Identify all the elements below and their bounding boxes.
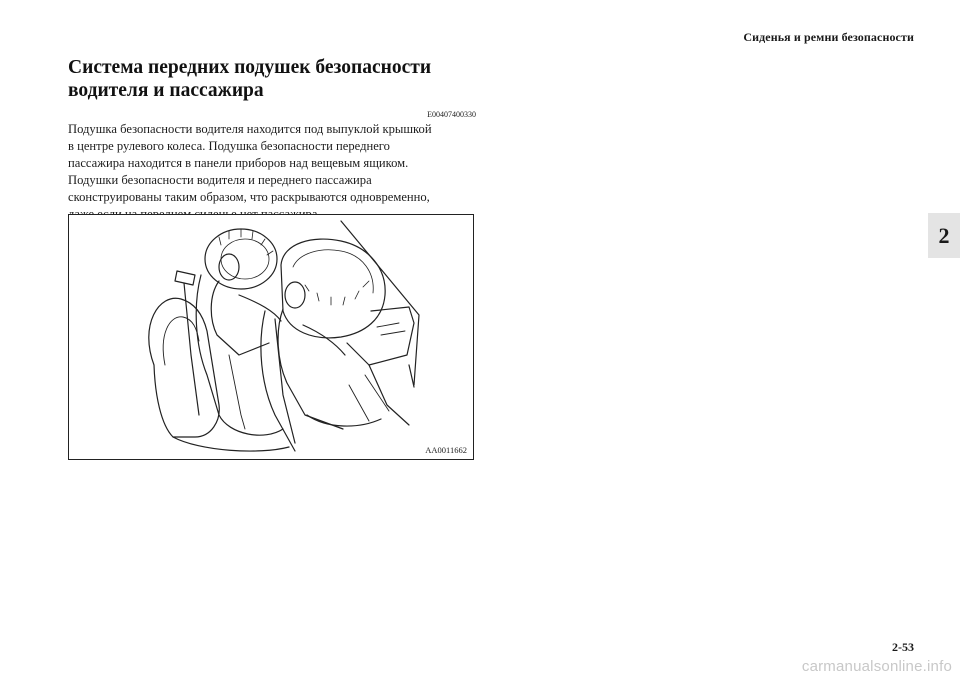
- body-line-5: сконструированы таким образом, что раскрываются одновременно,: [68, 190, 430, 204]
- section-content: [68, 56, 476, 223]
- body-line-1: Подушка безопасности водителя находится под выпуклой крышкой: [68, 122, 432, 136]
- rear-seat-cushion: [173, 437, 289, 451]
- rear-seat-contour: [163, 317, 199, 365]
- passenger-airbag-inner: [293, 250, 373, 293]
- figure-code: AA0011662: [425, 445, 467, 455]
- section-body: [68, 121, 476, 223]
- passenger-seat-cushion: [307, 415, 381, 426]
- passenger-head: [285, 282, 305, 308]
- driver-airbag: [205, 229, 277, 289]
- running-header: Сиденья и ремни безопасности: [743, 30, 914, 44]
- floor-lines: [349, 375, 389, 421]
- passenger-arm: [303, 325, 345, 355]
- belt-anchor: [175, 271, 195, 285]
- rear-seat-back: [149, 298, 219, 437]
- driver-airbag-seams: [219, 229, 273, 255]
- dashboard-vent: [377, 323, 405, 335]
- body-line-3: пассажира находится в панели приборов над вещевым ящиком.: [68, 156, 409, 170]
- passenger-torso: [278, 309, 343, 429]
- body-line-2: в центре рулевого колеса. Подушка безопасности переднего: [68, 139, 390, 153]
- windshield-line: [341, 221, 419, 385]
- section-code: E00407400330: [427, 110, 476, 119]
- page-number: 2-53: [892, 640, 914, 654]
- watermark[interactable]: carmanualsonline.info: [801, 658, 952, 675]
- section-title-line-1: Система передних подушек безопасности: [68, 57, 432, 78]
- airbag-illustration: [68, 214, 474, 460]
- passenger-airbag-seams: [305, 281, 369, 305]
- driver-head: [219, 254, 239, 280]
- driver-airbag-inner: [221, 239, 269, 279]
- dashboard: [347, 307, 414, 365]
- section-tab-number: 2: [938, 222, 950, 248]
- passenger-airbag: [281, 239, 385, 338]
- section-tab: [928, 213, 960, 258]
- section-title: [68, 56, 476, 102]
- driver-arm: [239, 295, 281, 321]
- driver-seat-edge: [229, 355, 245, 429]
- airbag-drawing: [69, 215, 473, 459]
- body-line-4: Подушки безопасности водителя и переднего пассажира: [68, 173, 372, 187]
- section-title-line-2: водителя и пассажира: [68, 80, 264, 101]
- door-lines: [369, 365, 414, 425]
